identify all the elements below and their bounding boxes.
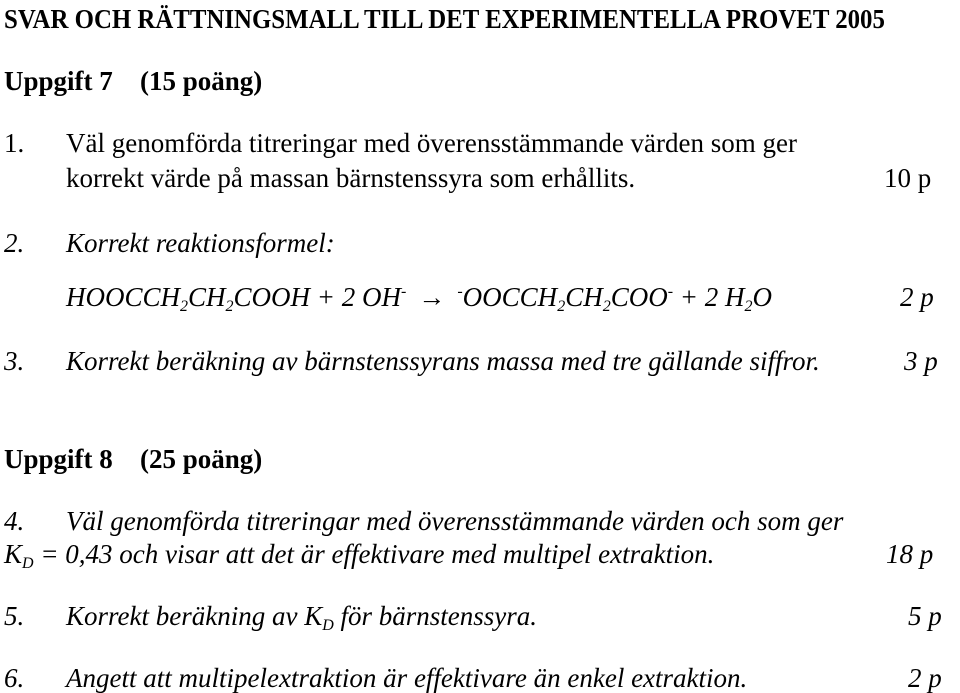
task-8-points: (25 poäng) <box>140 444 263 474</box>
item-6-text: Angett att multipelextraktion är effektivare än enkel extraktion. <box>66 663 748 693</box>
item-3-points: 3 p <box>904 346 938 376</box>
item-2-text: Korrekt reaktionsformel: <box>66 228 335 258</box>
formula-subscript: 2 <box>557 298 566 315</box>
formula-part: COO <box>610 282 668 312</box>
formula-part: COOH + 2 OH <box>233 282 402 312</box>
formula-superscript: - <box>667 283 674 300</box>
formula-subscript: 2 <box>744 298 753 315</box>
item-5-number: 5. <box>4 601 25 631</box>
item-3-number: 3. <box>4 346 25 376</box>
item-5-text-pre: Korrekt beräkning av K <box>66 601 323 631</box>
item-1-points: 10 p <box>884 163 932 193</box>
formula-subscript: 2 <box>225 298 234 315</box>
formula-subscript: 2 <box>180 298 189 315</box>
item-4-text-rest: = 0,43 och visar att det är effektivare med multipel extraktion. <box>33 539 715 569</box>
task-7-points: (15 poäng) <box>140 66 263 96</box>
formula-part: CH <box>188 282 226 312</box>
task-7-heading <box>4 66 263 96</box>
item-1-cont <box>0 165 960 195</box>
formula-superscript: - <box>457 283 463 300</box>
item-1-text-line1: Väl genomförda titreringar med överensstämmande värden som ger <box>66 128 797 158</box>
item-1 <box>0 130 960 160</box>
kd-subscript: D <box>22 555 34 572</box>
item-2 <box>0 230 960 260</box>
item-5-text <box>66 601 538 634</box>
item-4 <box>0 508 960 538</box>
item-2-number: 2. <box>4 228 25 258</box>
formula-part: + 2 H <box>673 282 745 312</box>
task-8-label: Uppgift 8 <box>4 444 113 474</box>
item-1-text-line2: korrekt värde på massan bärnstenssyra som erhållits. <box>66 163 636 193</box>
kd-subscript: D <box>322 617 334 634</box>
item-5-text-post: för bärnstenssyra. <box>333 601 538 631</box>
document-title: SVAR OCH RÄTTNINGSMALL TILL DET EXPERIMENTELLA PROVET 2005 <box>4 4 885 34</box>
formula-subscript: 2 <box>602 298 611 315</box>
task-8-heading <box>4 444 263 474</box>
item-1-number: 1. <box>4 128 25 158</box>
item-6-number: 6. <box>4 663 25 693</box>
item-2-points: 2 p <box>900 282 934 312</box>
kd-symbol: K <box>4 539 23 569</box>
item-4-number: 4. <box>4 506 25 536</box>
item-6-points: 2 p <box>908 663 942 693</box>
formula-part: O <box>752 282 773 312</box>
item-4-text-line2 <box>4 539 715 572</box>
item-6 <box>0 665 960 693</box>
formula-part: HOOCCH <box>66 282 181 312</box>
item-5 <box>0 603 960 633</box>
item-3 <box>0 348 960 378</box>
formula-part: OOCCH <box>462 282 558 312</box>
reaction-formula <box>66 282 773 315</box>
item-3-text: Korrekt beräkning av bärnstenssyrans massa med tre gällande siffror. <box>66 346 820 376</box>
item-4-points: 18 p <box>886 539 934 569</box>
formula-part: CH <box>565 282 603 312</box>
item-4-text-line1: Väl genomförda titreringar med överensstämmande värden och som ger <box>66 506 844 536</box>
reaction-arrow-icon: → <box>418 282 446 312</box>
item-5-points: 5 p <box>908 601 942 631</box>
formula-superscript: - <box>401 283 407 300</box>
task-7-label: Uppgift 7 <box>4 66 113 96</box>
